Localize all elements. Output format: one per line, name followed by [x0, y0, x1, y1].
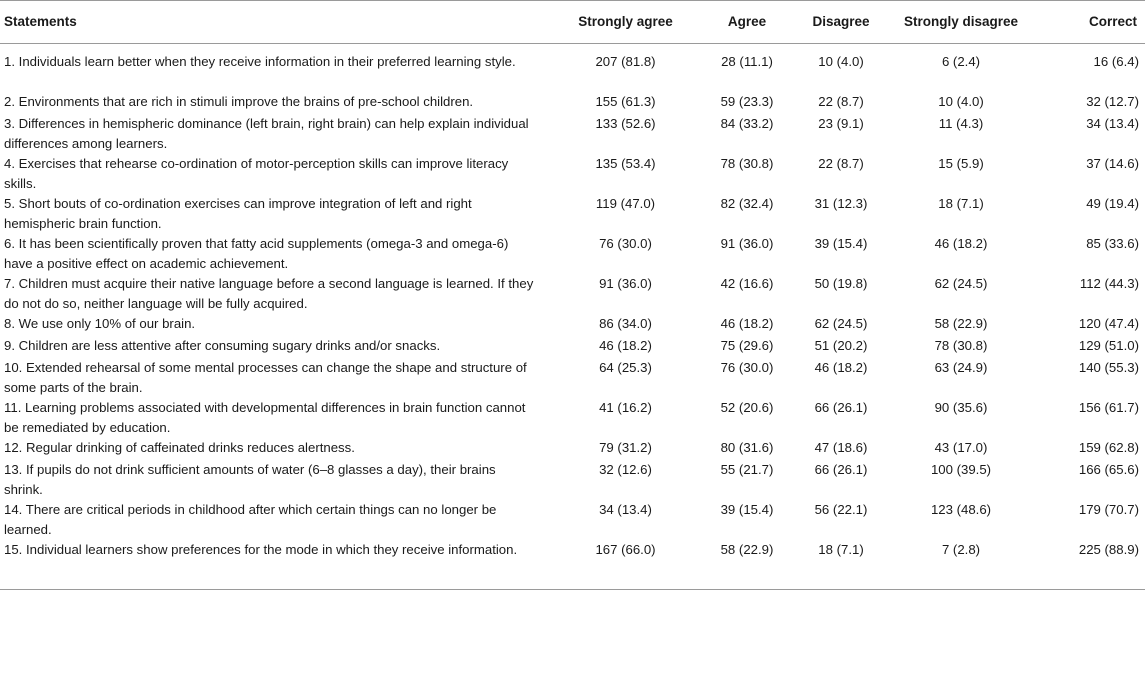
statement-cell: 11. Learning problems associated with developmental differences in brain function cannot be remediated by education.: [4, 400, 526, 435]
correct-cell: 129 (51.0): [1078, 338, 1139, 353]
table-row: [0, 500, 1145, 540]
table-row: [0, 92, 1145, 114]
statement-cell: 4. Exercises that rehearse co-ordination of motor-perception skills can improve literacy skills.: [4, 156, 509, 191]
agree-cell: 76 (30.0): [720, 360, 774, 375]
statement-cell: 10. Extended rehearsal of some mental processes can change the shape and structure of some parts of the brain.: [4, 360, 527, 395]
table-row: [0, 274, 1145, 314]
statement-cell: 2. Environments that are rich in stimuli improve the brains of pre-school children.: [4, 94, 474, 109]
table-row: [0, 398, 1145, 438]
disagree-cell: 46 (18.2): [814, 360, 868, 375]
strongly-disagree-cell: 46 (18.2): [934, 236, 988, 251]
correct-cell: 120 (47.4): [1078, 316, 1139, 331]
disagree-cell: 23 (9.1): [818, 116, 864, 131]
disagree-cell: 22 (8.7): [818, 94, 864, 109]
strongly-disagree-cell: 18 (7.1): [938, 196, 984, 211]
disagree-cell: 39 (15.4): [814, 236, 868, 251]
strongly-agree-cell: 91 (36.0): [599, 276, 652, 291]
disagree-cell: 56 (22.1): [814, 502, 868, 517]
correct-cell: 225 (88.9): [1078, 542, 1139, 557]
agree-cell: 58 (22.9): [720, 542, 774, 557]
statement-cell: 15. Individual learners show preferences for the mode in which they receive information.: [4, 542, 518, 557]
correct-cell: 140 (55.3): [1078, 360, 1139, 375]
strongly-disagree-cell: 6 (2.4): [941, 54, 981, 69]
statement-cell: 6. It has been scientifically proven that fatty acid supplements (omega-3 and omega-6) have a positive effect on academic achievement.: [4, 236, 509, 271]
agree-cell: 82 (32.4): [720, 196, 774, 211]
statement-cell: 5. Short bouts of co-ordination exercises can improve integration of left and right hemispheric brain function.: [4, 196, 472, 231]
agree-cell: 80 (31.6): [720, 440, 774, 455]
agree-cell: 78 (30.8): [720, 156, 774, 171]
statement-cell: 8. We use only 10% of our brain.: [4, 316, 196, 331]
disagree-cell: 10 (4.0): [818, 54, 864, 69]
disagree-cell: 62 (24.5): [814, 316, 868, 331]
correct-cell: 16 (6.4): [1093, 54, 1139, 69]
correct-cell: 156 (61.7): [1078, 400, 1139, 415]
strongly-disagree-cell: 11 (4.3): [938, 116, 984, 131]
disagree-cell: 47 (18.6): [814, 440, 868, 455]
strongly-disagree-cell: 123 (48.6): [930, 502, 992, 517]
table-row: [0, 44, 1145, 93]
strongly-agree-cell: 64 (25.3): [599, 360, 652, 375]
agree-cell: 39 (15.4): [720, 502, 774, 517]
table-row: [0, 336, 1145, 358]
statement-cell: 1. Individuals learn better when they receive information in their preferred learning style.: [4, 54, 516, 69]
table-row: [0, 114, 1145, 154]
strongly-agree-cell: 167 (66.0): [595, 542, 656, 557]
header-row: [0, 1, 1145, 44]
agree-cell: 91 (36.0): [720, 236, 774, 251]
header-correct: Correct: [1088, 14, 1137, 29]
table-row: [0, 314, 1145, 336]
disagree-cell: 22 (8.7): [818, 156, 864, 171]
agree-cell: 84 (33.2): [720, 116, 774, 131]
strongly-disagree-cell: 62 (24.5): [934, 276, 988, 291]
strongly-disagree-cell: 58 (22.9): [934, 316, 988, 331]
correct-cell: 112 (44.3): [1079, 276, 1139, 291]
strongly-agree-cell: 79 (31.2): [599, 440, 652, 455]
agree-cell: 59 (23.3): [720, 94, 774, 109]
table-row: [0, 460, 1145, 500]
correct-cell: 159 (62.8): [1078, 440, 1139, 455]
strongly-agree-cell: 119 (47.0): [595, 196, 656, 211]
table-row: [0, 154, 1145, 194]
correct-cell: 166 (65.6): [1078, 462, 1139, 477]
table-row: [0, 438, 1145, 460]
strongly-disagree-cell: 63 (24.9): [934, 360, 988, 375]
statement-cell: 9. Children are less attentive after consuming sugary drinks and/or snacks.: [4, 338, 441, 353]
strongly-disagree-cell: 78 (30.8): [934, 338, 988, 353]
strongly-agree-cell: 155 (61.3): [595, 94, 656, 109]
agree-cell: 55 (21.7): [720, 462, 774, 477]
correct-cell: 49 (19.4): [1086, 196, 1139, 211]
statement-cell: 12. Regular drinking of caffeinated drinks reduces alertness.: [4, 440, 355, 455]
agree-cell: 46 (18.2): [720, 316, 774, 331]
strongly-agree-cell: 207 (81.8): [595, 54, 656, 69]
agree-cell: 28 (11.1): [721, 54, 773, 69]
correct-cell: 37 (14.6): [1086, 156, 1139, 171]
strongly-disagree-cell: 43 (17.0): [934, 440, 988, 455]
table-header: [0, 1, 1145, 44]
strongly-agree-cell: 32 (12.6): [599, 462, 652, 477]
disagree-cell: 66 (26.1): [814, 400, 868, 415]
header-disagree: Disagree: [812, 14, 870, 29]
header-strongly-disagree: Strongly disagree: [903, 14, 1019, 29]
table-row: [0, 540, 1145, 590]
header-statements: Statements: [4, 14, 77, 29]
strongly-disagree-cell: 100 (39.5): [930, 462, 992, 477]
header-agree: Agree: [727, 14, 767, 29]
disagree-cell: 18 (7.1): [818, 542, 864, 557]
strongly-agree-cell: 135 (53.4): [595, 156, 656, 171]
disagree-cell: 51 (20.2): [814, 338, 868, 353]
table-row: [0, 234, 1145, 274]
statement-cell: 13. If pupils do not drink sufficient amounts of water (6–8 glasses a day), their brains shrink.: [4, 462, 496, 497]
statement-cell: 7. Children must acquire their native language before a second language is learned. If they do not do so, neither language will be fully acquired.: [4, 276, 534, 311]
agree-cell: 52 (20.6): [720, 400, 774, 415]
agree-cell: 42 (16.6): [720, 276, 774, 291]
agree-cell: 75 (29.6): [720, 338, 774, 353]
disagree-cell: 50 (19.8): [814, 276, 868, 291]
disagree-cell: 31 (12.3): [814, 196, 868, 211]
strongly-agree-cell: 76 (30.0): [599, 236, 652, 251]
header-strongly-agree: Strongly agree: [578, 14, 673, 29]
strongly-disagree-cell: 15 (5.9): [938, 156, 984, 171]
strongly-disagree-cell: 7 (2.8): [941, 542, 981, 557]
statement-cell: 3. Differences in hemispheric dominance (left brain, right brain) can help explain individual differences among learners.: [4, 116, 529, 151]
strongly-agree-cell: 41 (16.2): [599, 400, 652, 415]
table-body: [0, 44, 1145, 590]
correct-cell: 85 (33.6): [1086, 236, 1139, 251]
strongly-agree-cell: 133 (52.6): [595, 116, 656, 131]
strongly-agree-cell: 86 (34.0): [599, 316, 652, 331]
statement-cell: 14. There are critical periods in childhood after which certain things can no longer be learned.: [4, 502, 497, 537]
table-row: [0, 194, 1145, 234]
table-row: [0, 358, 1145, 398]
correct-cell: 34 (13.4): [1086, 116, 1139, 131]
strongly-agree-cell: 34 (13.4): [599, 502, 652, 517]
strongly-agree-cell: 46 (18.2): [599, 338, 652, 353]
correct-cell: 32 (12.7): [1086, 94, 1139, 109]
strongly-disagree-cell: 10 (4.0): [938, 94, 984, 109]
correct-cell: 179 (70.7): [1078, 502, 1139, 517]
strongly-disagree-cell: 90 (35.6): [934, 400, 988, 415]
disagree-cell: 66 (26.1): [814, 462, 868, 477]
